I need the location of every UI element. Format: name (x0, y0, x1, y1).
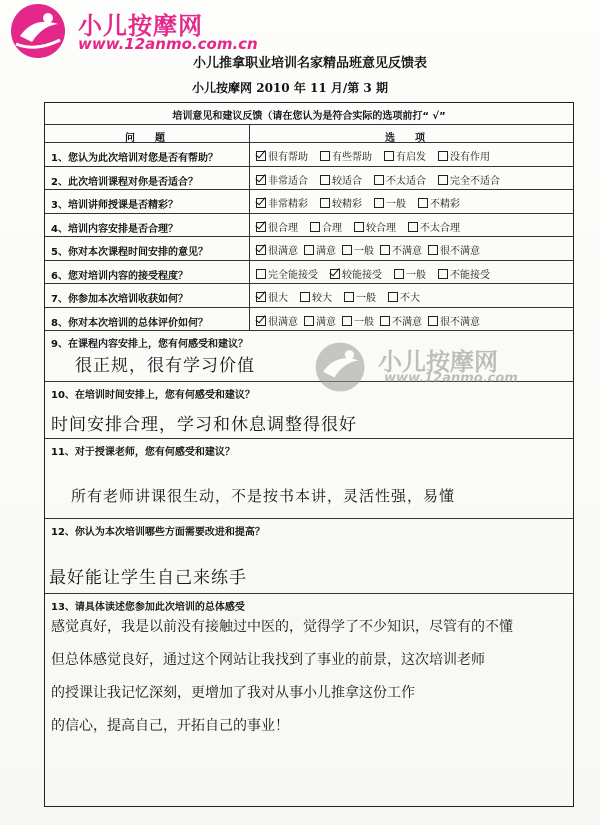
open-question-row (45, 594, 573, 806)
checkbox-icon[interactable] (380, 245, 390, 255)
handwritten-answer-line: 感觉真好，我是以前没有接触过中医的，觉得学了不少知识，尽管有的不懂 (51, 619, 513, 635)
option[interactable] (320, 195, 362, 210)
option-label: 有启发 (396, 152, 426, 163)
options-cell (250, 190, 573, 213)
handwritten-answer-line: 的信心，提高自己，开拓自己的事业！ (51, 718, 289, 734)
option-label: 不满意 (392, 316, 422, 328)
question-row (45, 214, 573, 238)
option-label: 不满意 (392, 246, 422, 257)
option-label: 较合理 (366, 222, 396, 234)
checkbox-icon[interactable] (320, 198, 330, 208)
question-row (45, 261, 573, 285)
checkbox-icon[interactable] (300, 292, 310, 302)
option-label: 满意 (316, 316, 336, 328)
option-label: 完全不适合 (450, 175, 500, 187)
watermark-emblem-icon (310, 338, 372, 396)
question-label: 4、培训内容安排是否合理？ (45, 214, 250, 237)
option-label: 不太适合 (386, 175, 426, 187)
handwritten-answer: 最好能让学生自己来练手 (49, 568, 247, 588)
checkbox-icon[interactable] (304, 245, 314, 255)
checkbox-icon[interactable] (418, 198, 428, 208)
handwritten-answer-line: 的授课让我记忆深刻，更增加了我对从事小儿推拿这份工作 (51, 685, 415, 701)
option[interactable] (256, 219, 298, 234)
option-label: 一般 (356, 293, 376, 304)
options-column-header: 选 项 (385, 133, 425, 144)
option[interactable] (344, 289, 376, 304)
option-label: 有些帮助 (332, 152, 372, 163)
question-label: 7、你参加本次培训收获如何？ (45, 284, 250, 307)
option-label: 一般 (354, 316, 374, 328)
option[interactable] (342, 313, 374, 328)
option-label: 较精彩 (332, 199, 362, 210)
question-row (45, 143, 573, 167)
option[interactable] (388, 289, 420, 304)
option[interactable] (380, 313, 422, 328)
checkbox-icon[interactable] (304, 316, 314, 326)
question-row (45, 237, 573, 261)
question-row (45, 308, 573, 332)
instruction-row (45, 103, 573, 125)
checkbox-icon[interactable] (428, 245, 438, 255)
option-label: 一般 (386, 199, 406, 210)
question-label: 5、你对本次课程时间安排的意见？ (45, 237, 250, 260)
checkbox-icon[interactable] (354, 222, 364, 232)
option[interactable] (304, 242, 336, 257)
options-cell (250, 284, 573, 307)
open-question-row (45, 439, 573, 519)
option[interactable] (428, 313, 480, 328)
checkbox-icon[interactable] (388, 292, 398, 302)
option[interactable] (438, 172, 500, 187)
watermark (310, 338, 560, 398)
option-label: 很不满意 (440, 316, 480, 328)
option[interactable] (438, 148, 490, 163)
checkbox-icon[interactable] (408, 222, 418, 232)
checkbox-icon[interactable] (394, 269, 404, 279)
checkbox-icon[interactable] (342, 245, 352, 255)
option[interactable] (438, 266, 490, 281)
option[interactable] (256, 266, 318, 281)
option[interactable] (374, 172, 426, 187)
option[interactable] (354, 219, 396, 234)
handwritten-answer: 时间安排合理，学习和休息调整得很好 (51, 415, 357, 435)
document-title: 小儿推拿职业培训名家精品班意见反馈表 (192, 56, 427, 71)
option[interactable] (342, 242, 374, 257)
checkbox-icon[interactable] (374, 198, 384, 208)
logo-text: 小儿按摩网 (78, 12, 203, 40)
checkbox-icon[interactable] (438, 269, 448, 279)
checkbox-icon[interactable] (384, 151, 394, 161)
option-label: 非常适合 (268, 175, 308, 187)
checkbox-icon[interactable] (256, 245, 266, 255)
option-label: 很满意 (268, 246, 298, 257)
option-label: 很有帮助 (268, 152, 308, 163)
option-label: 一般 (354, 246, 374, 257)
option-label: 合理 (322, 222, 342, 234)
question-row (45, 190, 573, 214)
handwritten-answer-line: 但总体感觉良好，通过这个网站让我找到了事业的前景，这次培训老师 (51, 652, 485, 668)
checkbox-icon[interactable] (320, 175, 330, 185)
instruction-text: 培训意见和建议反馈（请在您认为是符合实际的选项前打“ √” (172, 111, 446, 122)
question-column-cell (45, 125, 250, 142)
checkbox-icon[interactable] (256, 151, 266, 161)
checkbox-icon[interactable] (428, 316, 438, 326)
feedback-table (44, 102, 574, 807)
option[interactable] (304, 313, 336, 328)
question-label: 8、你对本次培训的总体评价如何？ (45, 308, 250, 331)
option-label: 很满意 (268, 316, 298, 328)
option-label: 很大 (268, 293, 288, 304)
question-label: 3、培训讲师授课是否精彩？ (45, 190, 250, 213)
option[interactable] (256, 313, 298, 328)
option[interactable] (384, 148, 426, 163)
open-question-row (45, 519, 573, 594)
checkbox-icon[interactable] (344, 292, 354, 302)
checkbox-icon[interactable] (256, 198, 266, 208)
option-label: 一般 (406, 269, 426, 281)
open-question-label: 10、在培训时间安排上，您有何感受和建议？ (51, 390, 255, 401)
checkbox-icon[interactable] (438, 175, 448, 185)
option-label: 很不满意 (440, 246, 480, 257)
checkbox-icon[interactable] (342, 316, 352, 326)
option-label: 很合理 (268, 222, 298, 234)
option[interactable] (380, 242, 422, 257)
watermark-text: 小儿按摩网 (378, 348, 498, 376)
option[interactable] (394, 266, 426, 281)
checkbox-icon[interactable] (320, 151, 330, 161)
checkbox-icon[interactable] (256, 269, 266, 279)
checkbox-icon[interactable] (374, 175, 384, 185)
checkbox-icon[interactable] (256, 222, 266, 232)
options-cell (250, 308, 573, 331)
option[interactable] (418, 195, 460, 210)
question-label: 6、您对培训内容的接受程度？ (45, 261, 250, 284)
watermark-url: www.12anmo.com (384, 371, 518, 386)
option[interactable] (256, 148, 308, 163)
question-column-header: 问 题 (125, 133, 165, 144)
open-question-label: 9、在课程内容安排上，您有何感受和建议？ (51, 339, 248, 350)
handwritten-answer: 所有老师讲课很生动，不是按书本讲，灵活性强，易懂 (71, 487, 456, 505)
option[interactable] (374, 195, 406, 210)
option-label: 没有作用 (450, 152, 490, 163)
checkbox-icon[interactable] (256, 292, 266, 302)
option-label: 较能接受 (342, 269, 382, 281)
checkbox-icon[interactable] (438, 151, 448, 161)
option[interactable] (300, 289, 332, 304)
document-subtitle: 小儿按摩网 2010 年 11 月/第 3 期 (192, 81, 388, 95)
option-label: 不太合理 (420, 222, 460, 234)
open-question-label: 13、请具体读述您参加此次培训的总体感受 (51, 602, 245, 613)
option-label: 较大 (312, 293, 332, 304)
logo-url: www.12anmo.com.cn (78, 35, 258, 53)
handwritten-answer: 很正规，很有学习价值 (75, 356, 255, 376)
question-row (45, 284, 573, 308)
option[interactable] (256, 195, 308, 210)
open-question-label: 11、对于授课老师，您有何感受和建议？ (51, 447, 235, 458)
option[interactable] (320, 172, 362, 187)
checkbox-icon[interactable] (330, 269, 340, 279)
option-label: 较适合 (332, 175, 362, 187)
option-label: 不能接受 (450, 269, 490, 281)
logo-emblem-icon (6, 2, 72, 60)
option[interactable] (320, 148, 372, 163)
options-cell (250, 214, 573, 237)
option[interactable] (256, 242, 298, 257)
option[interactable] (256, 172, 308, 187)
checkbox-icon[interactable] (256, 316, 266, 326)
checkbox-icon[interactable] (380, 316, 390, 326)
option[interactable] (408, 219, 460, 234)
checkbox-icon[interactable] (256, 175, 266, 185)
option[interactable] (256, 289, 288, 304)
options-cell (250, 143, 573, 166)
option-label: 非常精彩 (268, 199, 308, 210)
question-row (45, 167, 573, 191)
options-cell (250, 237, 573, 260)
option-label: 不精彩 (430, 199, 460, 210)
open-question-label: 12、你认为本次培训哪些方面需要改进和提高？ (51, 527, 265, 538)
option[interactable] (330, 266, 382, 281)
options-cell (250, 261, 573, 284)
question-label: 2、此次培训课程对你是否适合？ (45, 167, 250, 190)
options-cell (250, 167, 573, 190)
option-label: 满意 (316, 246, 336, 257)
option[interactable] (310, 219, 342, 234)
column-header-row (45, 125, 573, 143)
option-label: 不大 (400, 293, 420, 304)
checkbox-icon[interactable] (310, 222, 320, 232)
question-label: 1、您认为此次培训对您是否有帮助？ (45, 143, 250, 166)
option[interactable] (428, 242, 480, 257)
option-label: 完全能接受 (268, 269, 318, 281)
